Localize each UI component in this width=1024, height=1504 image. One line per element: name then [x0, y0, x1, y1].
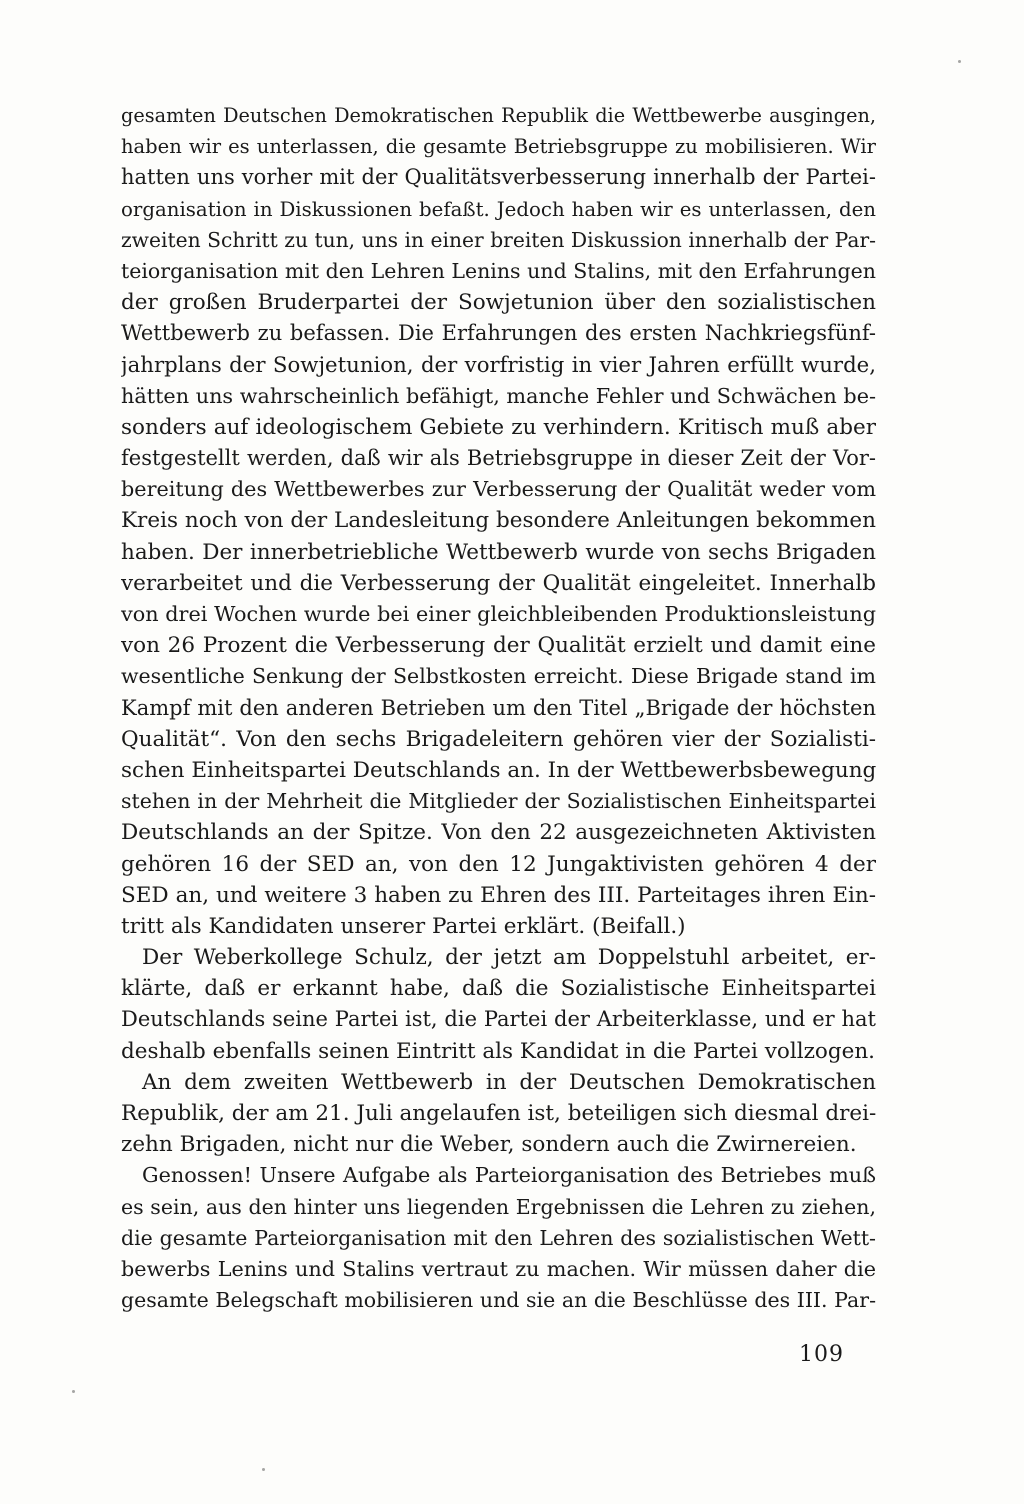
- paper-speck: [958, 60, 961, 63]
- text-line: zweiten Schritt zu tun, uns in einer breiten Diskussion innerhalb der Par-: [121, 227, 876, 252]
- page-number: 109: [799, 1342, 844, 1367]
- text-line: hatten uns vorher mit der Qualitätsverbesserung innerhalb der Partei-: [121, 165, 876, 190]
- text-line: gesamten Deutschen Demokratischen Republik die Wettbewerbe ausgingen,: [121, 104, 876, 127]
- text-line: Kreis noch von der Landesleitung besondere Anleitungen bekommen: [121, 508, 876, 534]
- text-line: haben. Der innerbetriebliche Wettbewerb wurde von sechs Brigaden: [121, 539, 876, 565]
- text-line: Genossen! Unsere Aufgabe als Parteiorganisation des Betriebes muß: [142, 1163, 876, 1188]
- text-line: gehören 16 der SED an, von den 12 Jungaktivisten gehören 4 der: [121, 851, 876, 877]
- text-line: gesamte Belegschaft mobilisieren und sie an die Beschlüsse des III. Par-: [121, 1288, 876, 1313]
- text-line: tritt als Kandidaten unserer Partei erklärt. (Beifall.): [121, 913, 686, 939]
- text-line: organisation in Diskussionen befaßt. Jedoch haben wir es unterlassen, den: [121, 197, 876, 221]
- text-line: von drei Wochen wurde bei einer gleichbleibenden Produktionsleistung: [121, 602, 876, 626]
- paper-speck: [72, 1390, 75, 1393]
- text-line: jahrplans der Sowjetunion, der vorfristig in vier Jahren erfüllt wurde,: [121, 352, 876, 378]
- text-line: haben wir es unterlassen, die gesamte Betriebsgruppe zu mobilisieren. Wir: [121, 135, 876, 159]
- text-line: es sein, aus den hinter uns liegenden Ergebnissen die Lehren zu ziehen,: [121, 1194, 876, 1219]
- text-line: Der Weberkollege Schulz, der jetzt am Doppelstuhl arbeitet, er-: [142, 945, 876, 971]
- paper-speck: [262, 1468, 265, 1471]
- text-line: deshalb ebenfalls seinen Eintritt als Kandidat in die Partei vollzogen.: [121, 1038, 876, 1064]
- text-line: festgestellt werden, daß wir als Betriebsgruppe in dieser Zeit der Vor-: [121, 446, 876, 471]
- text-line: von 26 Prozent die Verbesserung der Qualität erzielt und damit eine: [121, 633, 876, 659]
- text-line: hätten uns wahrscheinlich befähigt, manche Fehler und Schwächen be-: [121, 383, 876, 408]
- text-line: Wettbewerb zu befassen. Die Erfahrungen des ersten Nachkriegsfünf-: [121, 321, 876, 346]
- text-line: bereitung des Wettbewerbes zur Verbesserung der Qualität weder vom: [121, 477, 876, 502]
- text-line: zehn Brigaden, nicht nur die Weber, sondern auch die Zwirnereien.: [121, 1132, 857, 1158]
- text-line: Deutschlands an der Spitze. Von den 22 ausgezeichneten Aktivisten: [121, 820, 876, 846]
- text-line: die gesamte Parteiorganisation mit den Lehren des sozialistischen Wett-: [121, 1225, 876, 1250]
- text-line: bewerbs Lenins und Stalins vertraut zu machen. Wir müssen daher die: [121, 1256, 876, 1281]
- body-text: [121, 100, 876, 1316]
- text-line: SED an, und weitere 3 haben zu Ehren des III. Parteitages ihren Ein-: [121, 882, 876, 908]
- text-line: Deutschlands seine Partei ist, die Partei der Arbeiterklasse, und er hat: [121, 1007, 876, 1032]
- text-line: teiorganisation mit den Lehren Lenins und Stalins, mit den Erfahrungen: [121, 258, 876, 283]
- text-line: schen Einheitspartei Deutschlands an. In der Wettbewerbsbewegung: [121, 757, 876, 783]
- text-line: An dem zweiten Wettbewerb in der Deutschen Demokratischen: [142, 1069, 876, 1095]
- text-line: Kampf mit den anderen Betrieben um den Titel „Brigade der höchsten: [121, 695, 876, 720]
- text-line: Qualität“. Von den sechs Brigadeleitern gehören vier der Sozialisti-: [121, 726, 876, 752]
- text-line: klärte, daß er erkannt habe, daß die Sozialistische Einheitspartei: [121, 976, 876, 1002]
- text-line: wesentliche Senkung der Selbstkosten erreicht. Diese Brigade stand im: [121, 664, 876, 689]
- text-line: stehen in der Mehrheit die Mitglieder der Sozialistischen Einheitspartei: [121, 789, 876, 814]
- text-line: sonders auf ideologischem Gebiete zu verhindern. Kritisch muß aber: [121, 414, 876, 440]
- text-line: Republik, der am 21. Juli angelaufen ist, beteiligen sich diesmal drei-: [121, 1101, 876, 1126]
- text-line: der großen Bruderpartei der Sowjetunion über den sozialistischen: [121, 290, 876, 316]
- text-line: verarbeitet und die Verbesserung der Qualität eingeleitet. Innerhalb: [121, 570, 876, 596]
